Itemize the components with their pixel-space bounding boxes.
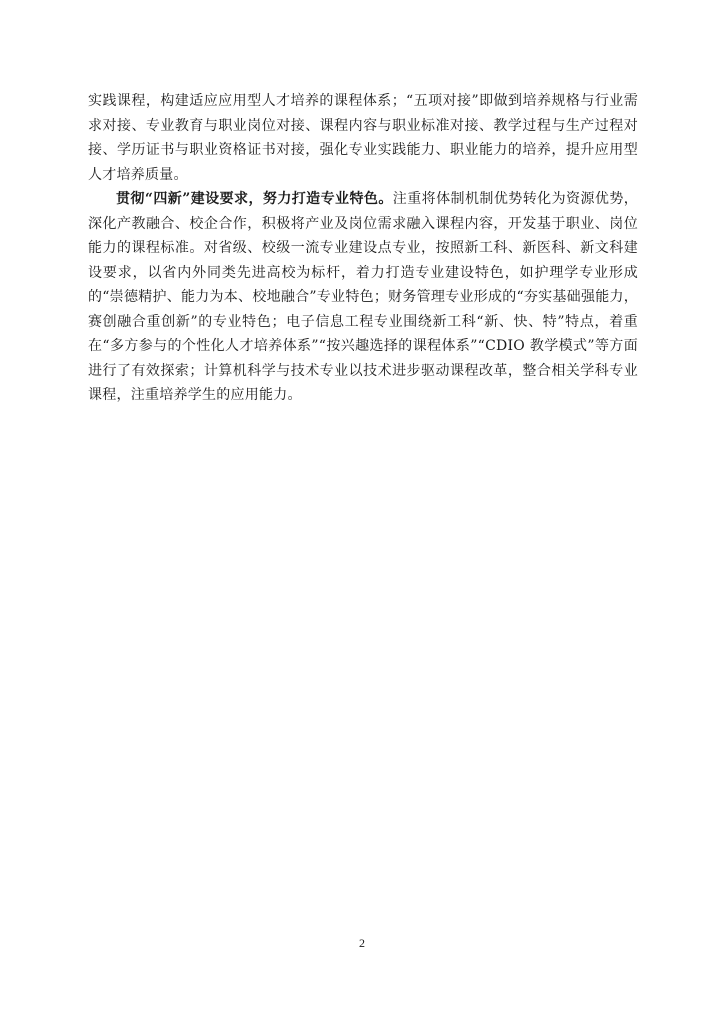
paragraph-lead-heading: 贯彻“四新”建设要求，努力打造专业特色。 xyxy=(116,191,393,207)
paragraph-body-text: 注重将体制机制优势转化为资源优势，深化产教融合、校企合作，积极将产业及岗位需求融入课程内容，开发基于职业、岗位能力的课程标准。对省级、校级一流专业建设点专业，按照新工科、新医科、新文科建设要求，以省内外同类先进高校为标杆，着力打造专业建设特色，如护理学专业形成的“崇德精护、能力为本、校地融合”专业特色；财务管理专业形成的“夯实基础强能力，赛创融合重创新”的专业特色；电子信息工程专业围绕新工科“新、快、特”特点，着重在“多方参与的个性化人才培养体系”“按兴趣选择的课程体系”“CDIO 教学模式”等方面进行了有效探索；计算机科学与技术专业以技术进步驱动课程改革，整合相关学科专业课程，注重培养学生的应用能力。 xyxy=(88,191,638,403)
paragraph-four-new-construction xyxy=(88,187,638,408)
document-body xyxy=(88,89,638,408)
paragraph-continuation: 实践课程，构建适应应用型人才培养的课程体系；“五项对接”即做到培养规格与行业需求对接、专业教育与职业岗位对接、课程内容与职业标准对接、教学过程与生产过程对接、学历证书与职业资格证书对接，强化专业实践能力、职业能力的培养，提升应用型人才培养质量。 xyxy=(88,93,638,183)
page-number: 2 xyxy=(359,936,365,950)
